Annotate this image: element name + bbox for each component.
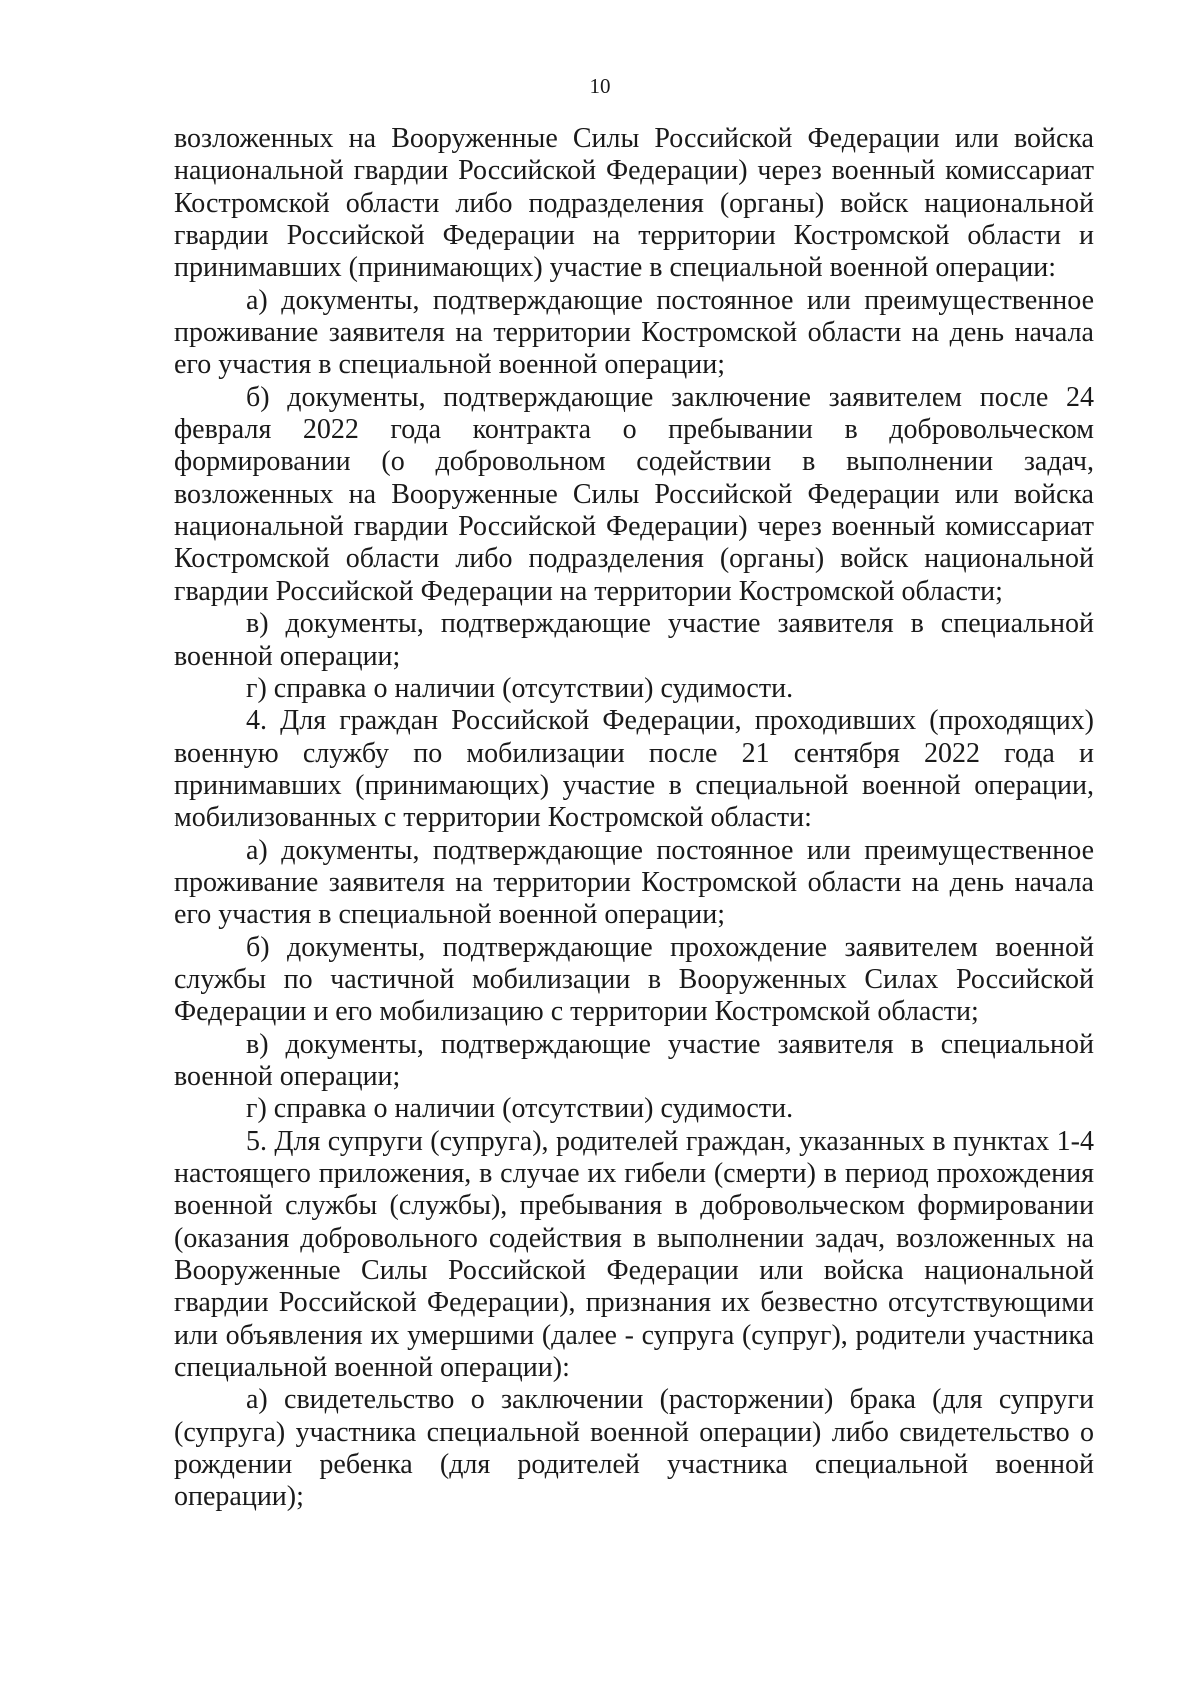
- paragraph: а) документы, подтверждающие постоянное или преимущественное проживание заявителя на территории Костромской области на день начала его участия в специальной военной операции;: [174, 834, 1094, 931]
- document-body: [174, 123, 1094, 1514]
- paragraph: 5. Для супруги (супруга), родителей граждан, указанных в пунктах 1-4 настоящего приложения, в случае их гибели (смерти) в период прохождения военной службы (службы), пребывания в добровольческом формировании (оказания добровольного содействия в выполнении задач, возложенных на Вооруженные Силы Российской Федерации или войска национальной гвардии Российской Федерации), признания их безвестно отсутствующими или объявления их умершими (далее - супруга (супруг), родители участника специальной военной операции):: [174, 1125, 1094, 1384]
- paragraph: в) документы, подтверждающие участие заявителя в специальной военной операции;: [174, 608, 1094, 672]
- paragraph: 4. Для граждан Российской Федерации, проходивших (проходящих) военную службу по мобилизации после 21 сентября 2022 года и принимавших (принимающих) участие в специальной военной операции, мобилизованных с территории Костромской области:: [174, 705, 1094, 834]
- paragraph: а) свидетельство о заключении (расторжении) брака (для супруги (супруга) участника специальной военной операции) либо свидетельство о рождении ребенка (для родителей участника специальной военной операции);: [174, 1384, 1094, 1513]
- page-number: 10: [589, 74, 611, 98]
- paragraph: б) документы, подтверждающие прохождение заявителем военной службы по частичной мобилизации в Вооруженных Силах Российской Федерации и его мобилизацию с территории Костромской области;: [174, 931, 1094, 1028]
- paragraph: г) справка о наличии (отсутствии) судимости.: [246, 672, 794, 704]
- paragraph: г) справка о наличии (отсутствии) судимости.: [246, 1093, 794, 1125]
- paragraph: в) документы, подтверждающие участие заявителя в специальной военной операции;: [174, 1028, 1094, 1092]
- paragraph: б) документы, подтверждающие заключение заявителем после 24 февраля 2022 года контракта о пребывании в добровольческом формировании (о добровольном содействии в выполнении задач, возложенных на Вооруженные Силы Российской Федерации или войска национальной гвардии Российской Федерации) через военный комиссариат Костромской области либо подразделения (органы) войск национальной гвардии Российской Федерации на территории Костромской области;: [174, 381, 1094, 607]
- paragraph: возложенных на Вооруженные Силы Российской Федерации или войска национальной гвардии Российской Федерации) через военный комиссариат Костромской области либо подразделения (органы) войск национальной гвардии Российской Федерации на территории Костромской области и принимавших (принимающих) участие в специальной военной операции:: [174, 123, 1094, 284]
- paragraph: а) документы, подтверждающие постоянное или преимущественное проживание заявителя на территории Костромской области на день начала его участия в специальной военной операции;: [174, 284, 1094, 381]
